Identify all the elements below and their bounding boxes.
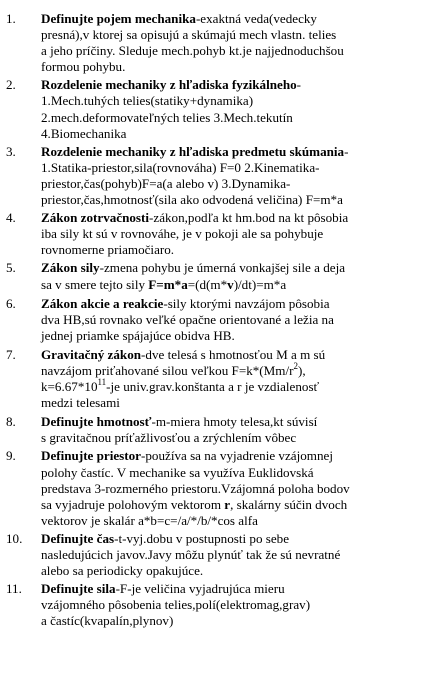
text-run: sa v smere tejto sily <box>41 276 149 292</box>
text-line <box>41 176 426 192</box>
text-run: -F-je veličina vyjadrujúca mieru <box>115 581 285 597</box>
bold-term: Definujte sila <box>41 581 116 597</box>
text-line <box>41 581 426 597</box>
text-run: predstava 3-rozmerného priestoru.Vzájomná poloha bodov <box>41 480 350 496</box>
text-run: -je univ.grav.konštanta a r je vzdialenosť <box>106 379 320 395</box>
text-run: =(d(m* <box>187 276 228 292</box>
bold-term: Definujte hmotnosť <box>41 414 152 430</box>
text-run: -zákon,podľa kt hm.bod na kt pôsobia <box>149 210 349 226</box>
text-line <box>41 277 426 293</box>
superscript-text: 11 <box>97 376 107 387</box>
text-run: sa vyjadruje polohovým vektorom <box>41 496 225 512</box>
text-line <box>41 328 426 344</box>
text-run: alebo sa periodicky opakujúce. <box>41 563 204 579</box>
text-line <box>41 414 426 430</box>
text-run: dva HB,sú rovnako veľké opačne orientované a ležia na <box>41 311 334 327</box>
text-run: 1.Mech.tuhých telies(statiky+dynamika) <box>41 93 254 109</box>
text-line <box>41 597 426 613</box>
text-line <box>41 126 426 142</box>
text-run: 1.Statika-priestor,sila(rovnováha) F=0 2.Kinematika- <box>41 159 320 175</box>
text-line <box>41 77 426 93</box>
text-line <box>41 110 426 126</box>
bold-term: Definujte priestor <box>41 448 141 464</box>
text-line <box>41 465 426 481</box>
text-run: formou pohybu. <box>41 59 126 75</box>
text-line <box>41 93 426 109</box>
item-number: 4. <box>6 210 16 226</box>
text-run: a častíc(kvapalín,plynov) <box>41 613 174 629</box>
text-run: polohy častíc. V mechanike sa využíva Euklidovská <box>41 464 314 480</box>
bold-term: Rozdelenie mechaniky z hľadiska predmetu skúmania <box>41 143 345 159</box>
list-item <box>0 210 430 258</box>
text-line <box>41 144 426 160</box>
text-line <box>41 27 426 43</box>
bold-term: Zákon zotrvačnosti <box>41 210 150 226</box>
text-line <box>41 513 426 529</box>
item-number: 3. <box>6 143 16 159</box>
text-line <box>41 613 426 629</box>
text-line <box>41 226 426 242</box>
bold-term: Gravitačný zákon <box>41 346 142 362</box>
item-number: 6. <box>6 295 16 311</box>
text-run: - <box>344 143 349 159</box>
item-number: 8. <box>6 414 16 430</box>
list-item <box>0 414 430 446</box>
text-line <box>41 59 426 75</box>
text-run: rovnomerne priamočiaro. <box>41 242 175 258</box>
text-run: 2.mech.deformovateľných telies 3.Mech.tekutín <box>41 109 293 125</box>
text-run: -exaktná veda(vedecky <box>195 11 317 26</box>
bold-term: Zákon sily <box>41 260 100 276</box>
text-run: )/dt)=m*a <box>233 276 287 292</box>
text-run: vektorov je skalár a*b=c=/a/*/b/*cos alfa <box>41 512 258 528</box>
text-run: presná),v ktorej sa opisujú a skúmajú mech vlastn. telies <box>41 27 337 43</box>
item-number: 11. <box>6 581 22 597</box>
text-line <box>41 376 426 395</box>
list-item <box>0 144 430 208</box>
text-line <box>41 563 426 579</box>
text-run: -zmena pohybu je úmerná vonkajšej sile a deja <box>99 260 346 276</box>
text-run: -t-vyj.dobu v postupnosti po sebe <box>114 530 290 546</box>
text-line <box>41 547 426 563</box>
list-item <box>0 347 430 411</box>
text-run: priestor,čas,hmotnosť(sila ako odvodená veličina) F=m*a <box>41 192 343 208</box>
item-number: 10. <box>6 530 23 546</box>
text-line <box>41 210 426 226</box>
text-line <box>41 531 426 547</box>
item-number: 9. <box>6 448 16 464</box>
list-item <box>0 531 430 579</box>
text-run: -m-miera hmoty telesa,kt súvisí <box>151 414 318 430</box>
text-run: - <box>296 77 302 93</box>
text-line <box>41 296 426 312</box>
item-number: 1. <box>6 11 16 26</box>
bold-term: Definujte čas <box>41 530 115 546</box>
text-line <box>41 11 426 27</box>
text-run: -používa sa na vyjadrenie vzájomnej <box>141 448 333 464</box>
item-number: 2. <box>6 77 16 93</box>
list-item <box>0 296 430 344</box>
item-number: 7. <box>6 346 16 362</box>
text-run: iba sily kt sú v rovnováhe, je v pokoji ale sa pohybuje <box>41 226 324 242</box>
text-run: vzájomného pôsobenia telies,polí(elektromag,grav) <box>41 597 311 613</box>
bold-term: F=m*a <box>148 276 188 292</box>
text-line <box>41 448 426 464</box>
text-run: nasledujúcich javov.Javy môžu plynúť tak že sú nevratné <box>41 547 341 562</box>
text-line <box>41 430 426 446</box>
bold-term: Zákon akcie a reakcie <box>41 295 164 311</box>
superscript-text: 2 <box>293 360 298 371</box>
text-line <box>41 242 426 258</box>
text-line <box>41 497 426 513</box>
text-run: k=6.67*10 <box>41 379 98 395</box>
list-item <box>0 581 430 629</box>
list-item <box>0 11 430 75</box>
text-run: -dve telesá s hmotnosťou M a m sú <box>141 346 326 362</box>
list-item <box>0 260 430 292</box>
text-line <box>41 347 426 363</box>
bold-term: r <box>224 496 231 512</box>
text-run: jednej priamke spájajúce obidva HB. <box>41 327 235 343</box>
text-run: s gravitačnou príťažlivosťou a zrýchlením vôbec <box>41 430 297 446</box>
bold-term: Definujte pojem mechanika <box>41 11 196 26</box>
text-run: medzi telesami <box>41 395 120 411</box>
text-run: navzájom priťahované silou veľkou F=k*(Mm/r <box>41 362 294 378</box>
text-run: a jeho príčiny. Sleduje mech.pohyb kt.je najjednoduchšou <box>41 43 344 59</box>
bold-term: v <box>227 276 234 292</box>
text-run: ), <box>297 362 306 378</box>
list-item <box>0 448 430 528</box>
text-line <box>41 395 426 411</box>
item-number: 5. <box>6 260 16 276</box>
text-line <box>41 192 426 208</box>
text-line <box>41 260 426 276</box>
text-line <box>41 43 426 59</box>
text-run: 4.Biomechanika <box>41 125 127 141</box>
text-line <box>41 160 426 176</box>
text-run: -sily ktorými navzájom pôsobia <box>163 295 330 311</box>
text-run: , skalárny súčin dvoch <box>230 496 348 512</box>
text-line <box>41 312 426 328</box>
bold-term: Rozdelenie mechaniky z hľadiska fyzikálneho <box>41 77 297 93</box>
list-item <box>0 77 430 141</box>
text-line <box>41 481 426 497</box>
text-run: priestor,čas(pohyb)F=a(a alebo v) 3.Dynamika- <box>41 175 291 191</box>
